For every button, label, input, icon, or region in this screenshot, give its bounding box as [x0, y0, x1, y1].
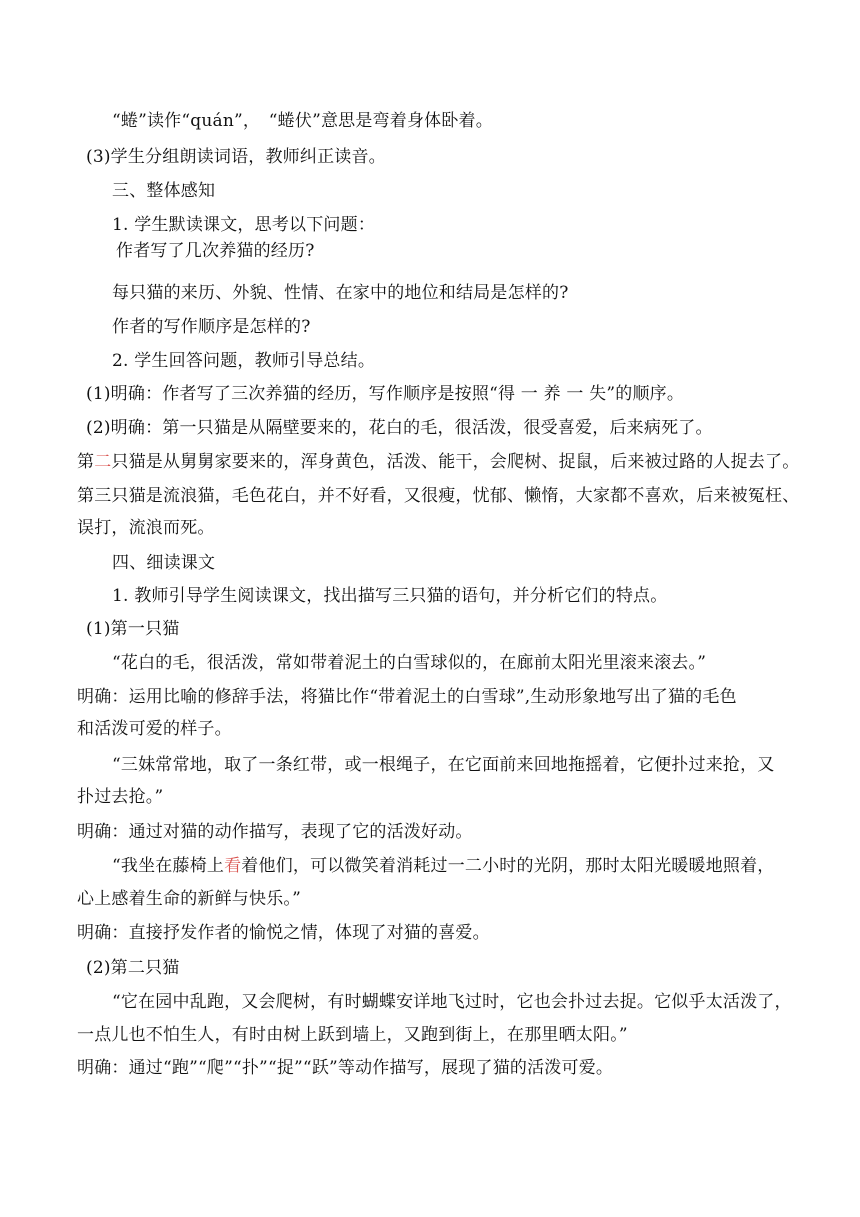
- quote-line: “花白的毛，很活泼，常如带着泥土的白雪球似的，在廊前太阳光里滚来滚去。”: [112, 653, 707, 673]
- quote-line: “它在园中乱跑，又会爬树，有时蝴蝶安详地飞过时，它也会扑过去捉。它似乎太活泼了，: [112, 992, 792, 1012]
- text-segment: “我坐在藤椅上: [112, 856, 225, 876]
- highlighted-character: 看: [224, 856, 242, 876]
- text-segment: 着他们，可以微笑着消耗过一二小时的光阴，那时太阳光暖暖地照着，: [241, 856, 775, 876]
- text-line: 误打，流浪而死。: [77, 518, 215, 538]
- text-line: (3)学生分组朗读词语，教师纠正读音。: [86, 147, 386, 167]
- text-line: 2. 学生回答问题，教师引导总结。: [112, 351, 376, 371]
- text-line: 和活泼可爱的样子。: [77, 719, 232, 739]
- text-line: 作者的写作顺序是怎样的?: [112, 317, 311, 337]
- text-line: 明确：直接抒发作者的愉悦之情，体现了对猫的喜爱。: [77, 923, 490, 943]
- quote-line: “三妹常常地，取了一条红带，或一根绳子，在它面前来回地拖摇着，它便扑过来抢，又: [112, 755, 775, 775]
- quote-line: [112, 855, 775, 877]
- text-line: 第三只猫是流浪猫，毛色花白，并不好看，又很瘦，忧郁、懒惰，大家都不喜欢，后来被冤枉、: [77, 486, 800, 506]
- text-segment: 只猫是从舅舅家要来的，浑身黄色，活泼、能干，会爬树、捉鼠，后来被过路的人捉去了。: [111, 452, 800, 472]
- text-line: 每只猫的来历、外貌、性情、在家中的地位和结局是怎样的?: [112, 283, 569, 303]
- text-line: 作者写了几次养猫的经历?: [116, 241, 315, 261]
- text-line: (2)第二只猫: [86, 958, 180, 978]
- text-line: 明确：通过“跑”“爬”“扑”“捉”“跃”等动作描写，展现了猫的活泼可爱。: [77, 1058, 614, 1078]
- quote-line: 一点儿也不怕生人，有时由树上跃到墙上，又跑到街上，在那里晒太阳。”: [77, 1025, 628, 1045]
- text-segment: 第: [77, 452, 95, 472]
- highlighted-character: 二: [94, 452, 112, 472]
- text-line: 1. 学生默读课文，思考以下问题：: [112, 215, 376, 235]
- text-line: (1)明确：作者写了三次养猫的经历，写作顺序是按照“得 一 养 一 失”的顺序。: [86, 384, 685, 404]
- text-line: (2)明确：第一只猫是从隔壁要来的，花白的毛，很活泼，很受喜爱，后来病死了。: [86, 418, 713, 438]
- section-heading: 四、细读课文: [112, 553, 216, 573]
- text-line: (1)第一只猫: [86, 619, 180, 639]
- text-line: [77, 451, 799, 473]
- quote-line: 心上感着生命的新鲜与快乐。”: [77, 889, 301, 909]
- quote-line: 扑过去抢。”: [77, 787, 164, 807]
- text-line: “蜷”读作“quán”， “蜷伏”意思是弯着身体卧着。: [112, 111, 493, 131]
- section-heading: 三、整体感知: [112, 181, 216, 201]
- text-line: 明确：运用比喻的修辞手法，将猫比作“带着泥土的白雪球”,生动形象地写出了猫的毛色: [77, 687, 737, 707]
- text-line: 明确：通过对猫的动作描写，表现了它的活泼好动。: [77, 822, 473, 842]
- text-line: 1. 教师引导学生阅读课文，找出描写三只猫的语句，并分析它们的特点。: [112, 586, 668, 606]
